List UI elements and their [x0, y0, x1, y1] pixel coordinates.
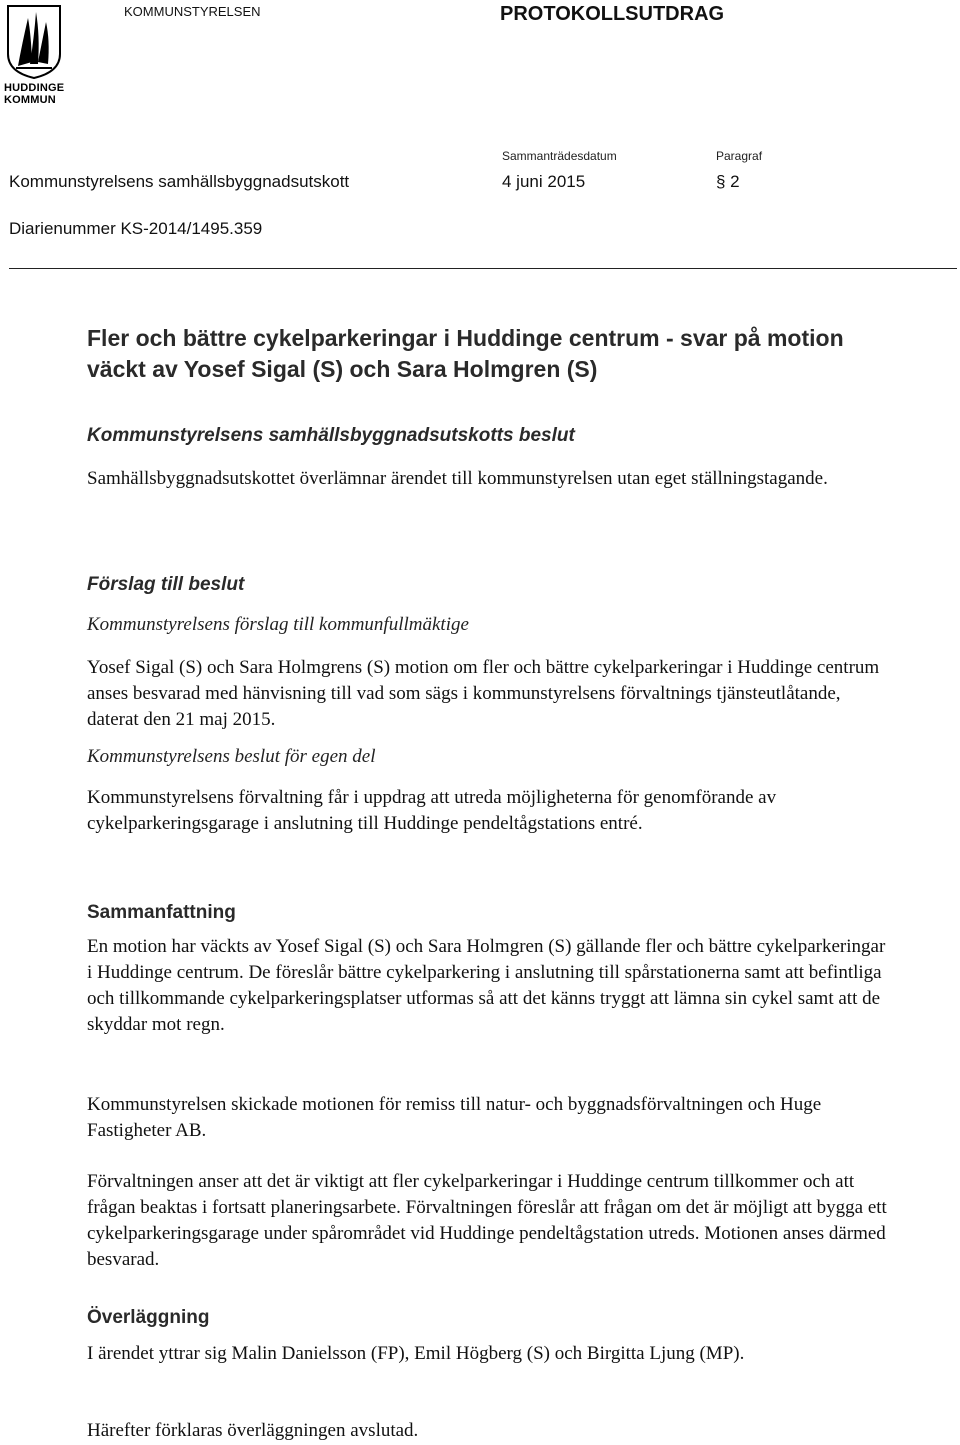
- proposal-subheading-council: Kommunstyrelsens förslag till kommunfullmäktige: [87, 614, 469, 635]
- proposal-text-own: Kommunstyrelsens förvaltning får i uppdrag att utreda möjligheterna för genomförande av cykelparkeringsgarage i anslutning till Huddinge pendeltågstations entré.: [87, 787, 777, 834]
- logo-text-line2: KOMMUN: [4, 94, 56, 106]
- document-type: PROTOKOLLSUTDRAG: [500, 3, 725, 25]
- logo-wordmark: [4, 82, 68, 106]
- deliberation-paragraph: I ärendet yttrar sig Malin Danielsson (FP), Emil Högberg (S) och Birgitta Ljung (MP).: [87, 1343, 745, 1364]
- logo-text-line1: HUDDINGE: [4, 82, 65, 94]
- header-divider: [9, 268, 957, 269]
- deliberation-heading: Överläggning: [87, 1307, 210, 1328]
- meeting-date-label: Sammanträdesdatum: [502, 149, 617, 163]
- diarienummer: Diarienummer KS-2014/1495.359: [9, 219, 263, 238]
- proposal-text-council: Yosef Sigal (S) och Sara Holmgrens (S) motion om fler och bättre cykelparkeringar i Huddinge centrum anses besvarad med hänvisning till vad som sägs i kommunstyrelsens förvaltnings tjänsteutlåtande, daterat den 21 maj 2015.: [87, 657, 880, 730]
- paragraph-number: § 2: [716, 172, 740, 191]
- meeting-date: 4 juni 2015: [502, 172, 586, 191]
- committee-name: Kommunstyrelsens samhällsbyggnadsutskott: [9, 172, 350, 191]
- decision-heading: Kommunstyrelsens samhällsbyggnadsutskotts beslut: [87, 425, 575, 446]
- summary-paragraph: En motion har väckts av Yosef Sigal (S) och Sara Holmgren (S) gällande fler och bättre cykelparkeringar i Huddinge centrum. De föreslår bättre cykelparkering i anslutning till spårstationerna samt att befintliga och tillkommande cykelparkeringsplatser utformas så att det känns tryggt att lämna sin cykel samt att de skyddar mot regn.: [87, 936, 886, 1035]
- decision-text: Samhällsbyggnadsutskottet överlämnar ärendet till kommunstyrelsen utan eget ställningstagande.: [87, 468, 828, 489]
- document-title: Fler och bättre cykelparkeringar i Huddinge centrum - svar på motion väckt av Yosef Sigal (S) och Sara Holmgren (S): [87, 325, 844, 382]
- coat-of-arms-icon: [4, 4, 64, 80]
- org-name: KOMMUNSTYRELSEN: [124, 4, 261, 19]
- proposal-heading: Förslag till beslut: [87, 574, 245, 595]
- summary-paragraph: Kommunstyrelsen skickade motionen för remiss till natur- och byggnadsförvaltningen och Huge Fastigheter AB.: [87, 1094, 822, 1141]
- summary-paragraph: Förvaltningen anser att det är viktigt att fler cykelparkeringar i Huddinge centrum tillkommer och att frågan beaktas i fortsatt planeringsarbete. Förvaltningen föreslår att frågan om det är möjligt att bygga ett cykelparkeringsgarage under spårområdet vid Huddinge pendeltågstation utreds. Motionen anses därmed besvarad.: [87, 1171, 887, 1270]
- deliberation-paragraph: Härefter förklaras överläggningen avslutad.: [87, 1420, 419, 1441]
- huddinge-logo: [4, 4, 64, 108]
- summary-heading: Sammanfattning: [87, 902, 236, 923]
- paragraph-label: Paragraf: [716, 149, 763, 163]
- proposal-subheading-own: Kommunstyrelsens beslut för egen del: [87, 746, 376, 767]
